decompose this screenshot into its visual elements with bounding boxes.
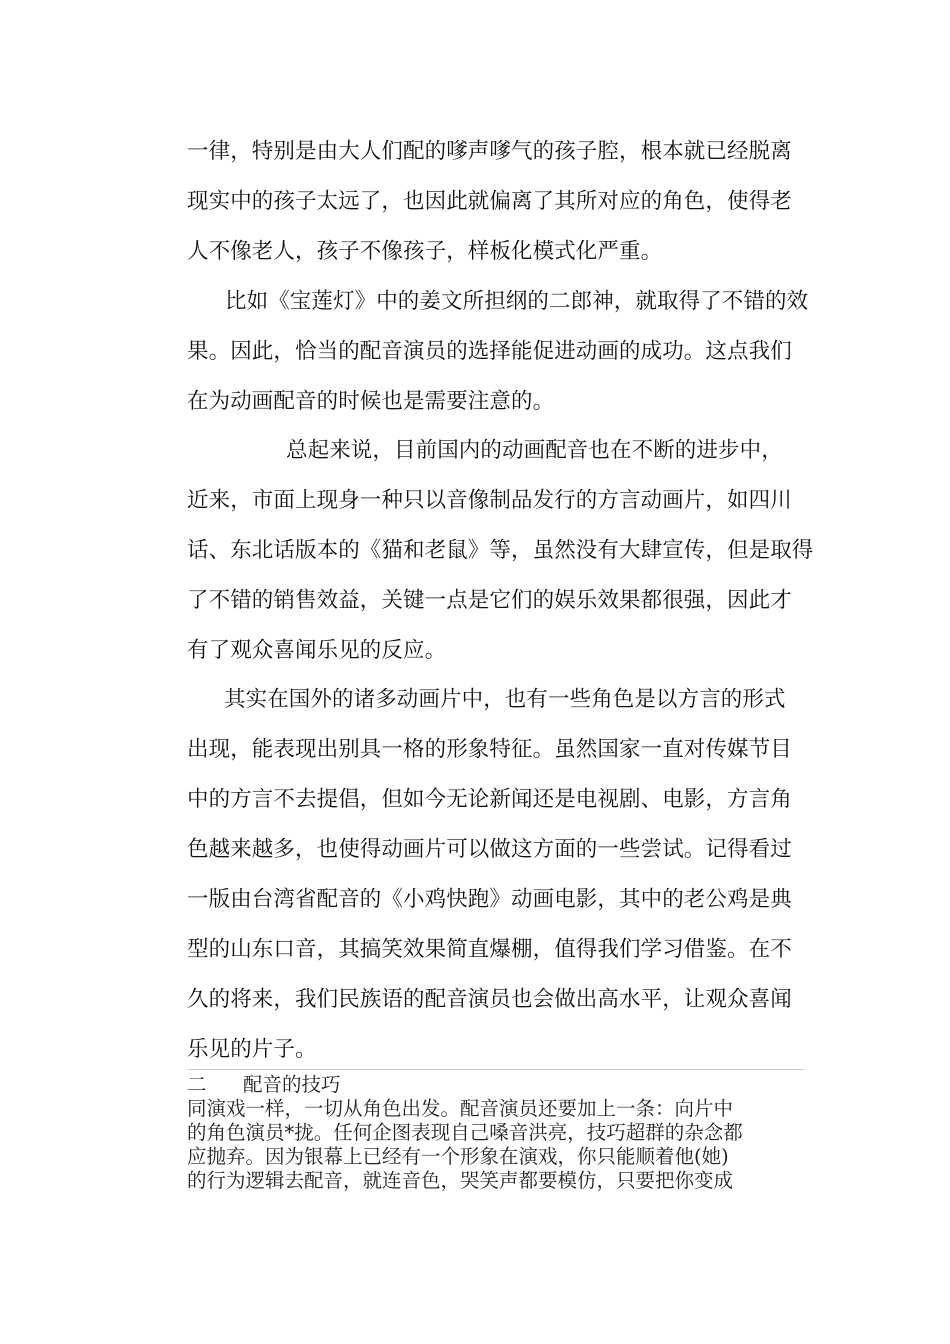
text-line: 总起来说，目前国内的动画配音也在不断的进步中， bbox=[286, 438, 783, 463]
text-line: 人不像老人，孩子不像孩子，样板化模式化严重。 bbox=[187, 239, 663, 264]
text-line: 其实在国外的诸多动画片中，也有一些角色是以方言的形式 bbox=[224, 687, 786, 712]
text-line: 的行为逻辑去配音，就连音色，哭笑声都要模仿，只要把你变成 bbox=[187, 1169, 734, 1192]
text-line: 比如《宝莲灯》中的姜文所担纲的二郎神，就取得了不错的效 bbox=[225, 289, 809, 314]
text-line: 色越来越多，也使得动画片可以做这方面的一些尝试。记得看过 bbox=[187, 837, 792, 862]
text-line: 一律，特别是由大人们配的嗲声嗲气的孩子腔，根本就已经脱离 bbox=[187, 139, 792, 164]
text-line: 了不错的销售效益，关键一点是它们的娱乐效果都很强，因此才 bbox=[187, 588, 792, 613]
text-line: 近来，市面上现身一种只以音像制品发行的方言动画片，如四川 bbox=[187, 488, 792, 513]
text-line: 一版由台湾省配音的《小鸡快跑》动画电影，其中的老公鸡是典 bbox=[187, 887, 792, 912]
section-heading bbox=[187, 1073, 807, 1097]
text-line: 现实中的孩子太远了，也因此就偏离了其所对应的角色，使得老 bbox=[187, 189, 792, 214]
paragraph-3 bbox=[187, 426, 814, 676]
paragraph-1 bbox=[187, 127, 805, 277]
text-line: 久的将来，我们民族语的配音演员也会做出高水平，让观众喜闻 bbox=[187, 987, 792, 1012]
paragraph-4 bbox=[187, 675, 805, 1075]
text-line: 应抛弃。因为银幕上已经有一个形象在演戏，你只能顺着他(她) bbox=[187, 1145, 729, 1168]
text-line: 型的山东口音，其搞笑效果简直爆棚，值得我们学习借鉴。在不 bbox=[187, 937, 792, 962]
text-line: 出现，能表现出别具一格的形象特征。虽然国家一直对传媒节目 bbox=[187, 737, 792, 762]
text-line: 果。因此，恰当的配音演员的选择能促进动画的成功。这点我们 bbox=[187, 339, 792, 364]
paragraph-2 bbox=[187, 277, 809, 427]
text-line: 在为动画配音的时候也是需要注意的。 bbox=[187, 389, 555, 414]
text-line: 中的方言不去提倡，但如今无论新闻还是电视剧、电影，方言角 bbox=[187, 787, 792, 812]
section-divider bbox=[187, 1069, 805, 1070]
text-line: 话、东北话版本的《猫和老鼠》等，虽然没有大肆宣传，但是取得 bbox=[187, 538, 814, 563]
section-body bbox=[187, 1097, 807, 1193]
text-line: 同演戏一样，一切从角色出发。配音演员还要加上一条：向片中 bbox=[187, 1097, 734, 1120]
text-line: 有了观众喜闻乐见的反应。 bbox=[187, 638, 447, 663]
section-title: 配音的技巧 bbox=[243, 1073, 341, 1096]
section-number: 二 bbox=[187, 1073, 207, 1096]
text-line: 乐见的片子。 bbox=[187, 1037, 317, 1062]
text-line: 的角色演员*拢。任何企图表现自己嗓音洪亮，技巧超群的杂念都 bbox=[187, 1121, 743, 1144]
